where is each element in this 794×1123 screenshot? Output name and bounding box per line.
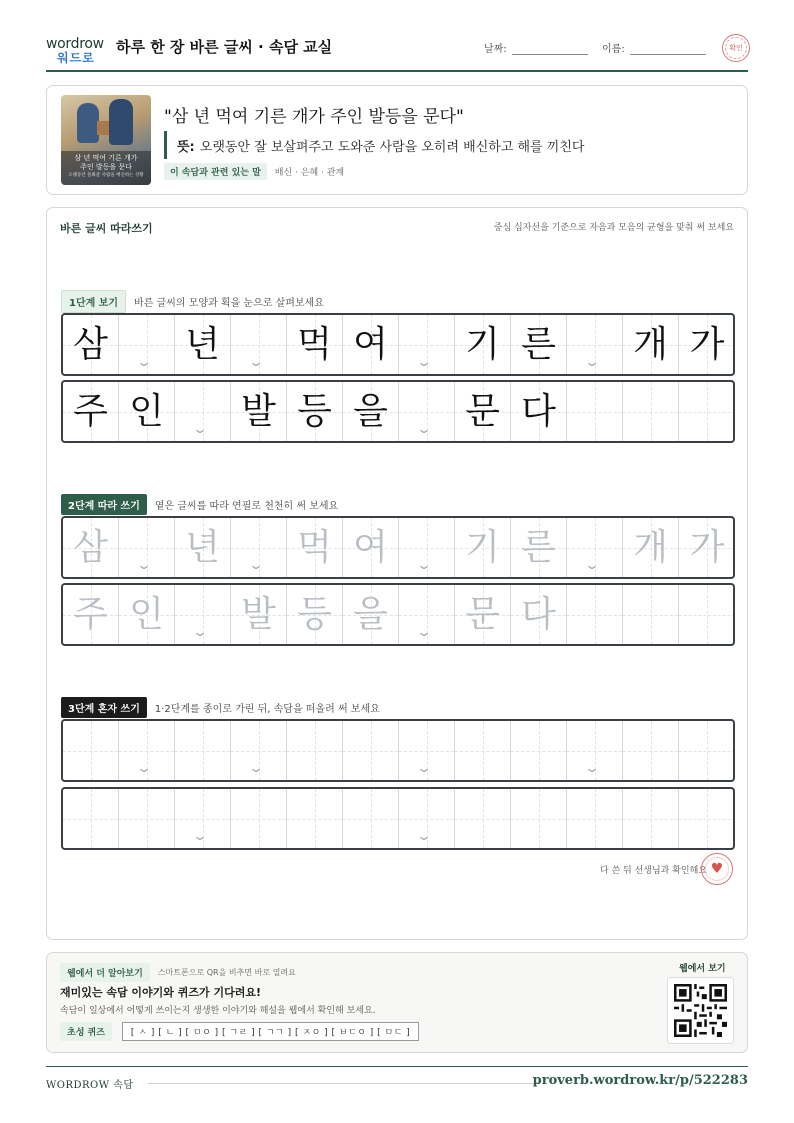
grid-cell[interactable] bbox=[119, 721, 175, 780]
glyph: 문 bbox=[465, 390, 500, 432]
grid-cell[interactable] bbox=[511, 585, 567, 644]
chevron-down-icon: ⌄ bbox=[415, 558, 432, 572]
glyph: 년 bbox=[185, 323, 220, 365]
tracing-row[interactable] bbox=[61, 516, 735, 579]
chevron-down-icon: ⌄ bbox=[135, 355, 152, 369]
grid-cell bbox=[679, 315, 735, 374]
proverb-illustration bbox=[61, 95, 151, 185]
grid-cell[interactable] bbox=[399, 585, 455, 644]
grid-cell[interactable] bbox=[623, 585, 679, 644]
glyph: 등 bbox=[297, 390, 332, 432]
glyph: 문 bbox=[465, 593, 500, 635]
grid-cell bbox=[455, 382, 511, 441]
teacher-check-note: 다 쓴 뒤 선생님과 확인해요 bbox=[599, 866, 707, 876]
grid-cell bbox=[231, 315, 287, 374]
grid-cell[interactable] bbox=[511, 789, 567, 848]
chevron-down-icon: ⌄ bbox=[135, 761, 152, 775]
logo-word: wordrow bbox=[46, 36, 104, 52]
glyph: 기 bbox=[465, 526, 500, 568]
grid-cell[interactable] bbox=[679, 518, 735, 577]
grid-cell bbox=[287, 315, 343, 374]
chevron-down-icon: ⌄ bbox=[191, 625, 208, 639]
practice-hint: 중심 십자선을 기준으로 자음과 모음의 균형을 맞춰 써 보세요 bbox=[493, 223, 734, 233]
quiz-label: 초성 퀴즈 bbox=[60, 1022, 112, 1041]
grid-cell[interactable] bbox=[399, 789, 455, 848]
glyph: 먹 bbox=[297, 323, 332, 365]
chevron-down-icon: ⌄ bbox=[191, 829, 208, 843]
grid-cell[interactable] bbox=[679, 789, 735, 848]
glyph: 발 bbox=[241, 593, 276, 635]
quiz-hints: [ ㅅ ] [ ㄴ ] [ ㅁㅇ ] [ ㄱㄹ ] [ ㄱㄱ ] [ ㅈㅇ ] [ ㅂㄷㅇ ] [ ㅁㄷ ] bbox=[122, 1022, 419, 1041]
grid-cell[interactable] bbox=[175, 721, 231, 780]
step-1-desc: 바른 글씨의 모양과 획을 눈으로 살펴보세요 bbox=[134, 298, 324, 309]
step-2-badge: 2단계 따라 쓰기 bbox=[61, 494, 147, 515]
grid-cell bbox=[511, 315, 567, 374]
web-view-label: 웹에서 보기 bbox=[679, 964, 726, 974]
grid-cell[interactable] bbox=[399, 518, 455, 577]
related-tag-label: 이 속담과 관련 있는 말 bbox=[164, 163, 267, 180]
chevron-down-icon: ⌄ bbox=[583, 355, 600, 369]
chevron-down-icon: ⌄ bbox=[135, 558, 152, 572]
glyph: 삼 bbox=[73, 323, 108, 365]
step-1-badge: 1단계 보기 bbox=[61, 290, 126, 313]
glyph: 삼 bbox=[73, 526, 108, 568]
glyph: 기 bbox=[465, 323, 500, 365]
qr-note: 스마트폰으로 QR을 비추면 바로 열려요 bbox=[157, 968, 296, 977]
qr-code-icon[interactable] bbox=[667, 977, 734, 1044]
glyph: 먹 bbox=[297, 526, 332, 568]
glyph: 을 bbox=[353, 593, 388, 635]
glyph: 다 bbox=[521, 593, 556, 635]
writing-row bbox=[61, 313, 735, 376]
glyph: 여 bbox=[353, 526, 388, 568]
grid-cell[interactable] bbox=[119, 789, 175, 848]
grid-cell bbox=[343, 315, 399, 374]
grid-cell bbox=[175, 315, 231, 374]
grid-cell[interactable] bbox=[511, 721, 567, 780]
proverb-meaning bbox=[164, 131, 584, 159]
date-field[interactable] bbox=[512, 54, 588, 55]
glyph: 인 bbox=[129, 593, 164, 635]
glyph: 다 bbox=[521, 390, 556, 432]
chevron-down-icon: ⌄ bbox=[247, 761, 264, 775]
grid-cell[interactable] bbox=[231, 721, 287, 780]
logo-sub: 워드로 bbox=[57, 51, 95, 65]
glyph: 개 bbox=[633, 323, 668, 365]
glyph: 가 bbox=[689, 323, 725, 365]
grid-cell bbox=[623, 382, 679, 441]
footer-url[interactable]: proverb.wordrow.kr/p/522283 bbox=[532, 1073, 748, 1088]
glyph: 인 bbox=[129, 390, 164, 432]
grid-cell[interactable] bbox=[287, 721, 343, 780]
grid-cell[interactable] bbox=[455, 585, 511, 644]
grid-cell[interactable] bbox=[231, 518, 287, 577]
grid-cell[interactable] bbox=[567, 585, 623, 644]
practice-title: 바른 글씨 따라쓰기 bbox=[60, 222, 153, 235]
glyph: 주 bbox=[73, 390, 108, 432]
grid-cell bbox=[567, 315, 623, 374]
grid-cell[interactable] bbox=[455, 721, 511, 780]
grid-cell[interactable] bbox=[287, 518, 343, 577]
grid-cell[interactable] bbox=[63, 789, 119, 848]
grid-cell[interactable] bbox=[567, 721, 623, 780]
glyph: 가 bbox=[689, 526, 725, 568]
grid-cell bbox=[399, 315, 455, 374]
grid-cell[interactable] bbox=[175, 585, 231, 644]
grid-cell bbox=[455, 315, 511, 374]
grid-cell[interactable] bbox=[343, 789, 399, 848]
grid-cell bbox=[287, 382, 343, 441]
practice-section bbox=[46, 207, 748, 940]
grid-cell[interactable] bbox=[231, 789, 287, 848]
chevron-down-icon: ⌄ bbox=[415, 355, 432, 369]
chevron-down-icon: ⌄ bbox=[583, 761, 600, 775]
step-3-desc: 1·2단계를 종이로 가린 뒤, 속담을 떠올려 써 보세요 bbox=[154, 704, 380, 715]
name-label: 이름: bbox=[602, 44, 625, 55]
grid-cell bbox=[567, 382, 623, 441]
grid-cell[interactable] bbox=[175, 789, 231, 848]
meaning-label: 뜻: bbox=[177, 139, 195, 155]
glyph: 발 bbox=[241, 390, 276, 432]
grid-cell[interactable] bbox=[287, 585, 343, 644]
web-info-badge: 웹에서 더 알아보기 bbox=[60, 963, 150, 982]
check-stamp-icon bbox=[722, 34, 750, 62]
step-2-desc: 옅은 글씨를 따라 연필로 천천히 써 보세요 bbox=[154, 501, 339, 512]
glyph: 여 bbox=[353, 323, 388, 365]
chevron-down-icon: ⌄ bbox=[415, 829, 432, 843]
heart-stamp-icon: ♥ bbox=[701, 853, 733, 885]
free-writing-row[interactable] bbox=[61, 719, 735, 782]
grid-cell bbox=[231, 382, 287, 441]
grid-cell bbox=[119, 315, 175, 374]
tracing-row[interactable] bbox=[61, 583, 735, 646]
grid-cell[interactable] bbox=[511, 518, 567, 577]
grid-cell[interactable] bbox=[119, 518, 175, 577]
grid-cell[interactable] bbox=[63, 721, 119, 780]
wordrow-logo bbox=[46, 36, 108, 64]
footer-divider bbox=[46, 1066, 748, 1067]
grid-cell[interactable] bbox=[623, 721, 679, 780]
grid-cell[interactable] bbox=[623, 518, 679, 577]
name-field[interactable] bbox=[630, 54, 706, 55]
grid-cell bbox=[63, 315, 119, 374]
grid-cell[interactable] bbox=[567, 518, 623, 577]
grid-cell[interactable] bbox=[287, 789, 343, 848]
step-1 bbox=[61, 290, 324, 313]
glyph: 개 bbox=[633, 526, 668, 568]
chevron-down-icon: ⌄ bbox=[415, 422, 432, 436]
chevron-down-icon: ⌄ bbox=[583, 558, 600, 572]
glyph: 년 bbox=[185, 526, 220, 568]
grid-cell[interactable] bbox=[343, 721, 399, 780]
grid-cell[interactable] bbox=[623, 789, 679, 848]
check-stamp-text: 확인 bbox=[729, 44, 743, 52]
chosung-quiz bbox=[60, 1022, 419, 1041]
grid-cell[interactable] bbox=[175, 518, 231, 577]
step-3-badge: 3단계 혼자 쓰기 bbox=[61, 697, 147, 718]
grid-cell[interactable] bbox=[455, 518, 511, 577]
free-writing-row[interactable] bbox=[61, 787, 735, 850]
grid-cell[interactable] bbox=[231, 585, 287, 644]
proverb-card bbox=[46, 85, 748, 195]
web-info-box bbox=[46, 952, 748, 1053]
chevron-down-icon: ⌄ bbox=[247, 355, 264, 369]
grid-cell[interactable] bbox=[63, 518, 119, 577]
grid-cell bbox=[679, 382, 735, 441]
web-info-sub: 속담이 일상에서 어떻게 쓰이는지 생생한 이야기와 해설을 웹에서 확인해 보세요. bbox=[60, 1006, 376, 1016]
date-label: 날짜: bbox=[484, 44, 507, 55]
glyph: 등 bbox=[297, 593, 332, 635]
grid-cell bbox=[511, 382, 567, 441]
chevron-down-icon: ⌄ bbox=[415, 625, 432, 639]
illustration-caption: 삼 년 먹여 기른 개가 주인 발등을 문다 오랫동안 돌봐준 사람을 배신하는 상황 bbox=[61, 151, 151, 185]
page-title: 하루 한 장 바른 글씨 · 속담 교실 bbox=[116, 38, 333, 56]
grid-cell bbox=[623, 315, 679, 374]
glyph: 른 bbox=[521, 526, 556, 568]
glyph: 른 bbox=[521, 323, 556, 365]
step-2 bbox=[61, 494, 338, 515]
grid-cell[interactable] bbox=[567, 789, 623, 848]
step-3 bbox=[61, 697, 380, 718]
page-header bbox=[46, 30, 748, 72]
grid-cell[interactable] bbox=[679, 585, 735, 644]
grid-cell[interactable] bbox=[399, 721, 455, 780]
meaning-text: 오랫동안 잘 보살펴주고 도와준 사람을 오히려 배신하고 해를 끼친다 bbox=[199, 139, 585, 155]
chevron-down-icon: ⌄ bbox=[247, 558, 264, 572]
grid-cell[interactable] bbox=[343, 585, 399, 644]
grid-cell bbox=[343, 382, 399, 441]
grid-cell bbox=[63, 382, 119, 441]
proverb-text: "삼 년 먹여 기른 개가 주인 발등을 문다" bbox=[164, 107, 464, 127]
grid-cell[interactable] bbox=[119, 585, 175, 644]
grid-cell[interactable] bbox=[455, 789, 511, 848]
grid-cell bbox=[175, 382, 231, 441]
related-tags bbox=[164, 163, 344, 180]
grid-cell[interactable] bbox=[679, 721, 735, 780]
grid-cell[interactable] bbox=[343, 518, 399, 577]
writing-row bbox=[61, 380, 735, 443]
qr-code-graphic bbox=[674, 984, 727, 1037]
related-tag-words: 배신 · 은혜 · 관계 bbox=[274, 168, 345, 178]
grid-cell[interactable] bbox=[63, 585, 119, 644]
grid-cell bbox=[399, 382, 455, 441]
footer-brand: WORDROW 속담 bbox=[46, 1080, 134, 1091]
chevron-down-icon: ⌄ bbox=[415, 761, 432, 775]
glyph: 주 bbox=[73, 593, 108, 635]
web-info-headline: 재미있는 속담 이야기와 퀴즈가 기다려요! bbox=[60, 986, 261, 999]
glyph: 을 bbox=[353, 390, 388, 432]
grid-cell bbox=[119, 382, 175, 441]
footer-rule bbox=[148, 1083, 538, 1084]
chevron-down-icon: ⌄ bbox=[191, 422, 208, 436]
